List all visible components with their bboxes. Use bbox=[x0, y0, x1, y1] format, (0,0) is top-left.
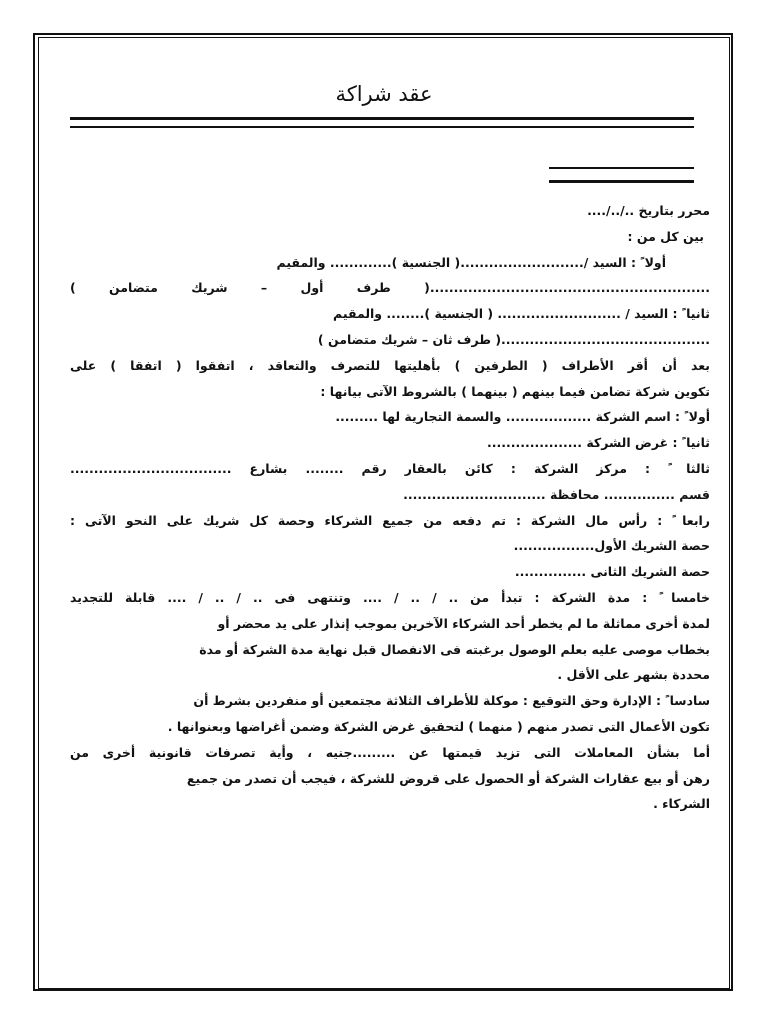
clause-management-text: أما بشأن المعاملات التى تزيد قيمتها عن .........جنيه ، وأية تصرفات قانونية أخرى من bbox=[70, 744, 710, 760]
short-rule-bottom bbox=[549, 180, 694, 183]
clause-capital: رابعا ً : رأس مال الشركة : تم دفعه من جميع الشركاء وحصة كل شريك على النحو الآتى : bbox=[70, 512, 710, 528]
clause-company-name: أولا ً : اسم الشركة .................. والسمة التجارية لها ......... bbox=[335, 409, 710, 425]
preamble-line: تكوين شركة تضامن فيما بينهم ( بينهما ) بالشروط الآتى بيانها : bbox=[320, 383, 710, 399]
short-rule-top bbox=[549, 167, 694, 169]
second-party-line: ثانيا ً : السيد / .......................... ( الجنسية )........ والمقيم bbox=[333, 306, 710, 322]
first-party-line: أولا ً : السيد /..........................( الجنسية )............. والمقيم bbox=[276, 254, 666, 270]
title-rule-thick bbox=[70, 117, 694, 120]
clause-management: سادسا ً : الإدارة وحق التوقيع : موكلة للأطراف الثلاثة مجتمعين أو منفردين بشرط أن bbox=[193, 693, 710, 709]
clause-management-text: الشركاء . bbox=[653, 796, 710, 812]
title-rule-thin bbox=[70, 126, 694, 128]
clause-duration-text: بخطاب موصى عليه بعلم الوصول برغبته فى الانفصال قبل نهاية مدة الشركة أو مدة bbox=[199, 641, 710, 657]
clause-management-text: تكون الأعمال التى تصدر منهم ( منهما ) لتحقيق غرض الشركة وضمن أغراضها وبعنوانها . bbox=[167, 718, 710, 734]
clause-duration: خامسا ً : مدة الشركة : تبدأ من .. / .. / .... وتنتهى فى .. / .. / .... قابلة للتجديد bbox=[70, 589, 710, 605]
date-line: محرر بتاريخ ../../.... bbox=[587, 203, 710, 218]
document-title: عقد شراكة bbox=[335, 82, 433, 106]
share-first-partner: حصة الشريك الأول................. bbox=[513, 538, 710, 554]
clause-company-purpose: ثانيا ً : غرض الشركة .................... bbox=[487, 435, 710, 451]
share-second-partner: حصة الشريك الثانى ............... bbox=[514, 564, 710, 580]
clause-duration-text: محددة بشهر على الأقل . bbox=[557, 667, 710, 683]
clause-management-text: رهن أو بيع عقارات الشركة أو الحصول على قروض للشركة ، فيجب أن تصدر من جميع bbox=[186, 770, 710, 786]
parties-intro-line: بين كل من : bbox=[627, 228, 704, 244]
contract-body bbox=[70, 198, 710, 817]
first-party-role-line: ...........................................................( طرف أول – شريك متضامن ) bbox=[70, 280, 710, 296]
clause-company-address: ثالثا ً : مركز الشركة : كائن بالعقار رقم ........ بشارع .................................. bbox=[70, 460, 710, 476]
preamble-line: بعد أن أقر الأطراف ( الطرفين ) بأهليتها للتصرف والتعاقد ، اتفقوا ( اتفقا ) على bbox=[70, 357, 710, 373]
clause-address-district: قسم ............... محافظة .............................. bbox=[403, 486, 710, 502]
second-party-role-line: ............................................( طرف ثان – شريك متضامن ) bbox=[317, 331, 710, 347]
clause-duration-text: لمدة أخرى مماثلة ما لم يخطر أحد الشركاء الآخرين بموجب إنذار على يد محضر أو bbox=[217, 615, 710, 631]
